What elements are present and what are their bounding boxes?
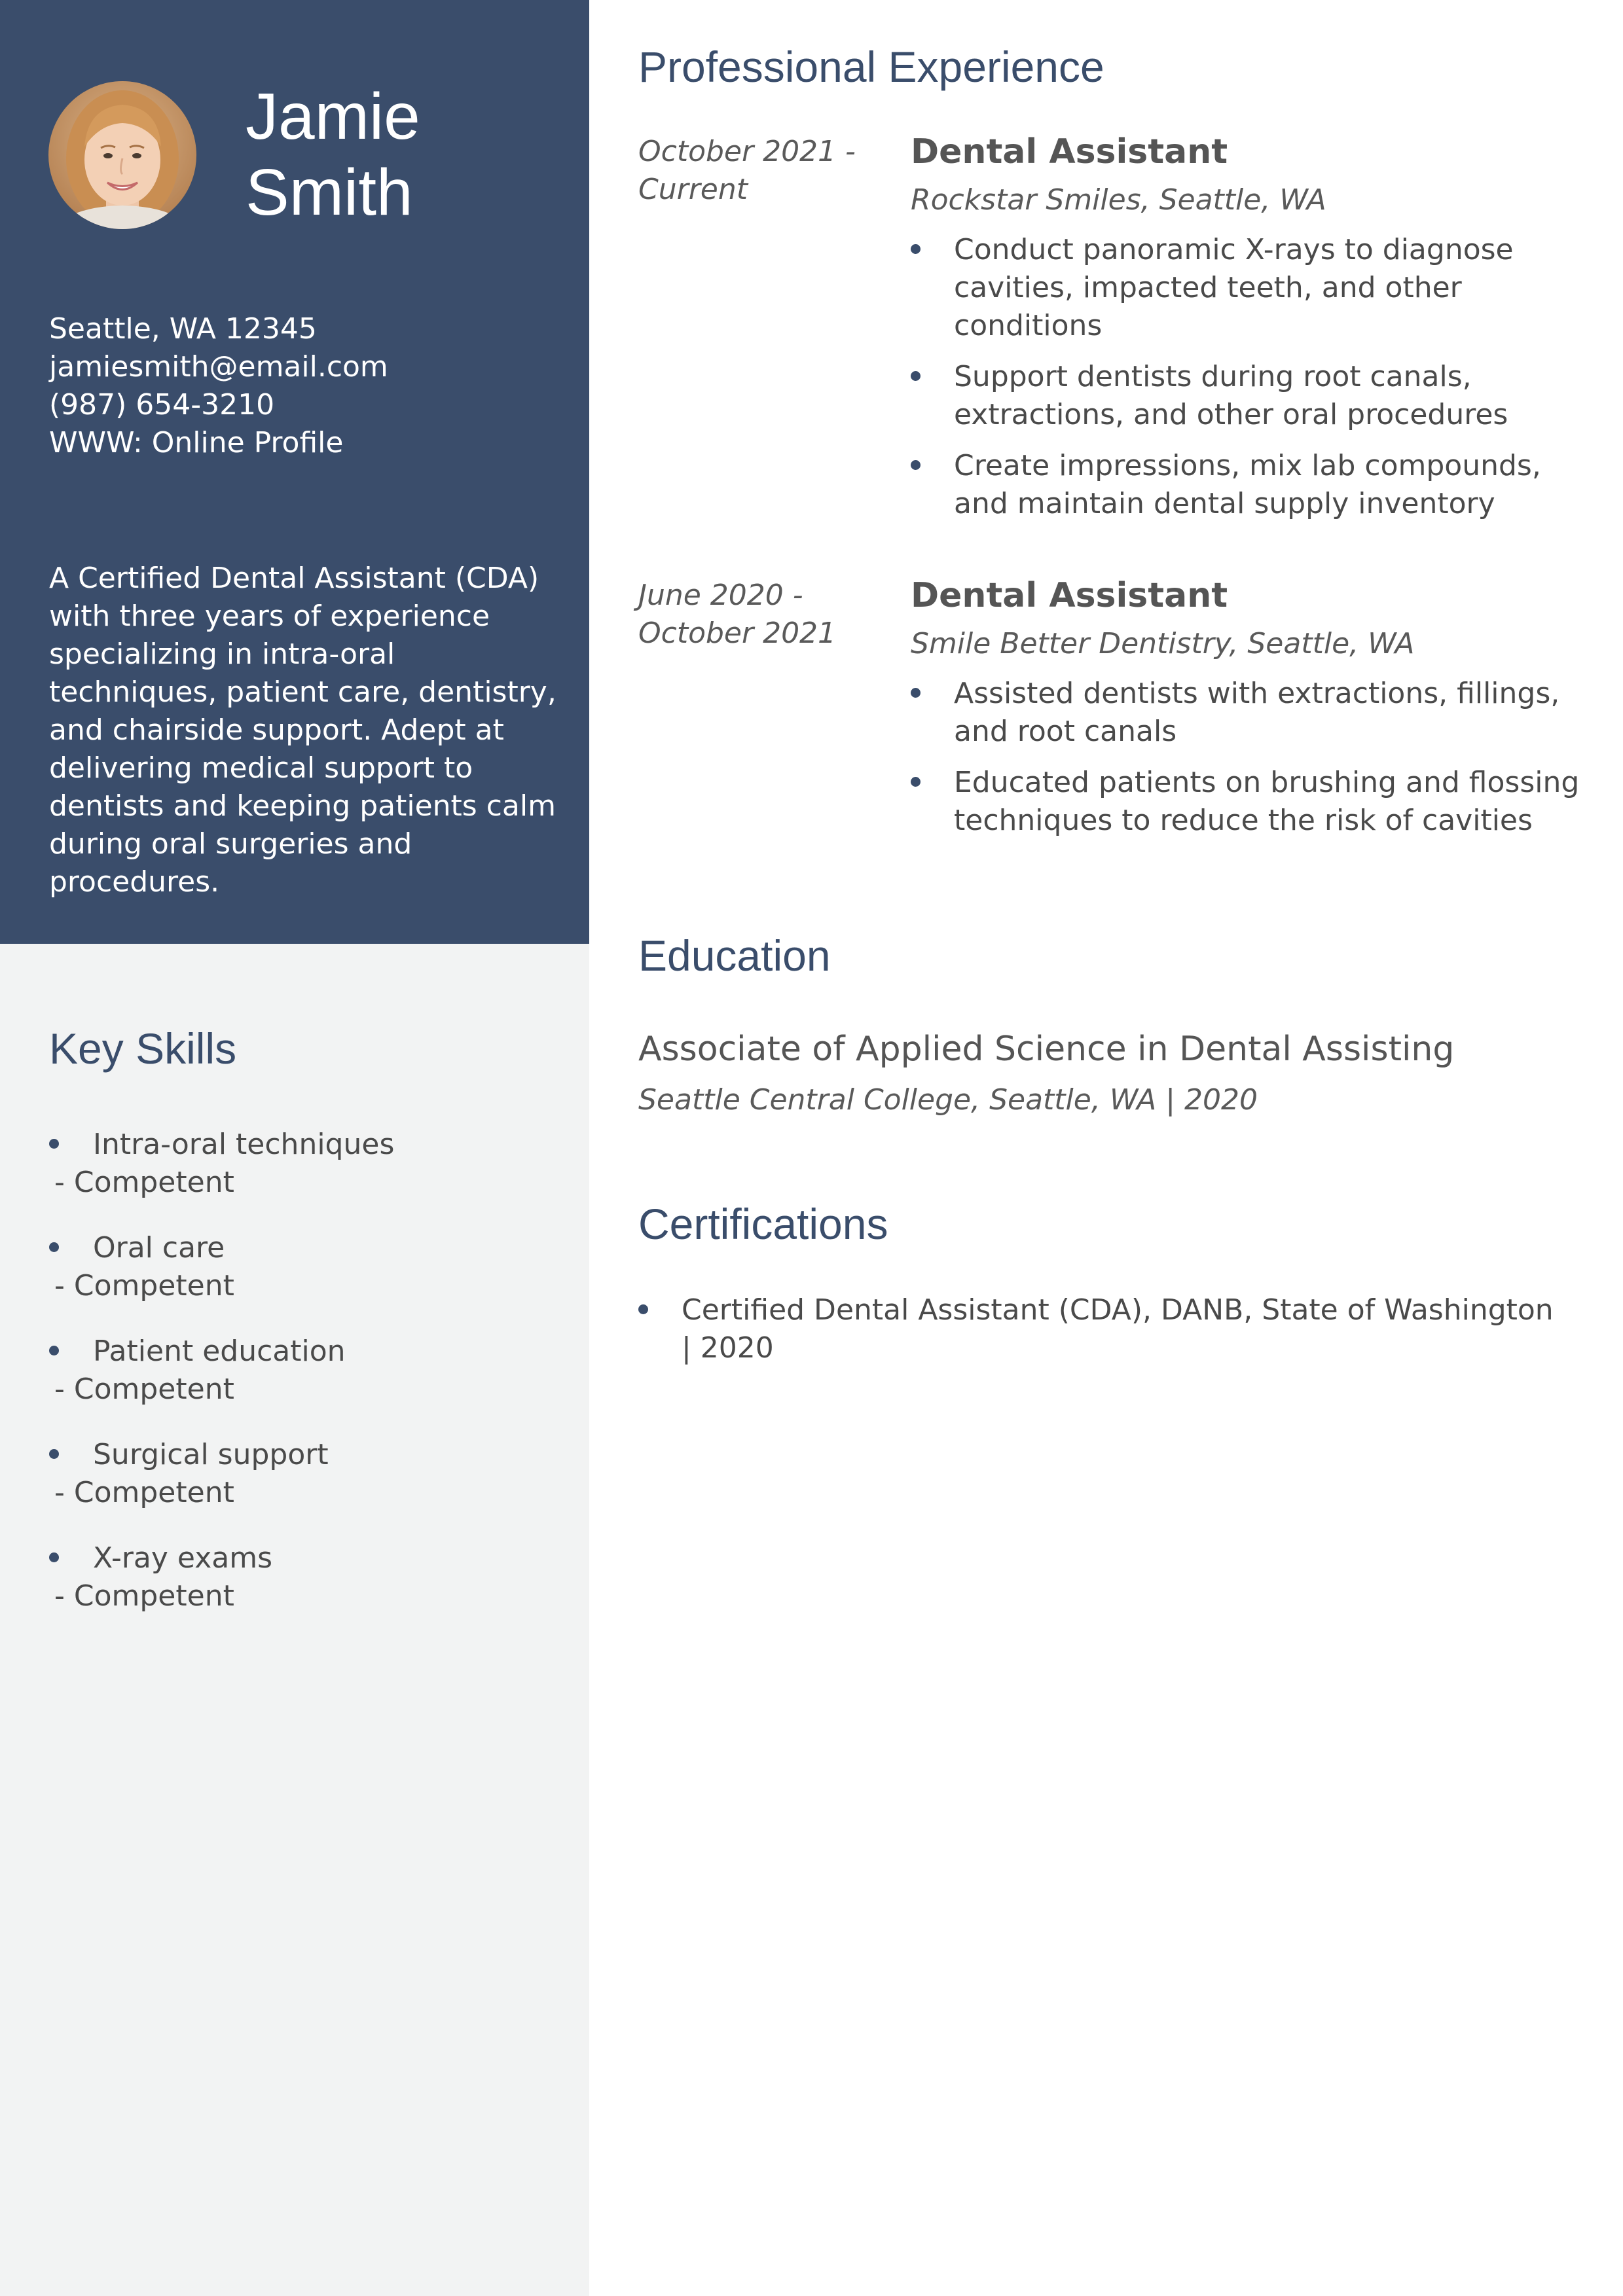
job-bullet-text: Support dentists during root canals, extractions, and other oral procedures: [954, 360, 1508, 431]
skill-item: [49, 1126, 566, 1229]
skill-name: X-ray exams: [93, 1541, 272, 1575]
bullet-icon: [49, 1242, 59, 1252]
job-date-end: Current: [638, 173, 748, 206]
certifications-heading: Certifications: [638, 1200, 888, 1248]
skill-name: Intra-oral techniques: [93, 1128, 395, 1161]
job-company: Rockstar Smiles, Seattle, WA: [911, 183, 1326, 217]
job-bullet: [911, 231, 1585, 345]
contact-phone: (987) 654-3210: [49, 388, 275, 422]
job-dates: [638, 577, 900, 653]
job-bullet-text: Assisted dentists with extractions, fillings, and root canals: [954, 677, 1560, 748]
profile-summary: A Certified Dental Assistant (CDA) with three years of experience specializing in intra-oral techniques, patient care, dentistry, and chairside support. Adept at delivering medical support to dentists and keeping patients calm during oral surgeries and procedures.: [49, 562, 556, 899]
skill-level: - Competent: [54, 1269, 234, 1302]
contact-info: [49, 310, 566, 462]
bullet-icon: [911, 244, 921, 254]
skills-list: [49, 1126, 566, 1643]
contact-email[interactable]: jamiesmith@email.com: [49, 350, 388, 384]
skill-level: - Competent: [54, 1579, 234, 1613]
skill-name: Oral care: [93, 1231, 225, 1265]
bullet-icon: [911, 460, 921, 470]
job-bullet: [911, 358, 1585, 434]
skill-item: [49, 1539, 566, 1643]
person-photo-icon: [48, 81, 196, 229]
certifications-list: [638, 1291, 1568, 1367]
certification-item: [638, 1291, 1568, 1367]
job-date-start: June 2020 -: [638, 579, 803, 612]
bullet-icon: [49, 1346, 59, 1355]
experience-heading: Professional Experience: [638, 43, 1104, 91]
job-bullet-text: Conduct panoramic X-rays to diagnose cavities, impacted teeth, and other conditions: [954, 233, 1514, 342]
skills-heading: Key Skills: [49, 1024, 237, 1073]
skill-name: Patient education: [93, 1335, 346, 1368]
skill-item: [49, 1229, 566, 1333]
job-content: [911, 577, 1585, 853]
bullet-icon: [49, 1449, 59, 1459]
candidate-name: [246, 79, 560, 230]
bullet-icon: [911, 371, 921, 381]
job-date-end: October 2021: [638, 617, 837, 650]
skill-item: [49, 1436, 566, 1539]
skill-name: Surgical support: [93, 1438, 329, 1471]
education-heading: Education: [638, 931, 831, 980]
education-degree: Associate of Applied Science in Dental Assisting: [638, 1030, 1455, 1069]
skill-level: - Competent: [54, 1372, 234, 1406]
job-dates: [638, 133, 900, 209]
contact-address: Seattle, WA 12345: [49, 312, 317, 346]
certification-text: Certified Dental Assistant (CDA), DANB, State of Washington | 2020: [682, 1293, 1554, 1365]
job-bullet-text: Educated patients on brushing and flossing techniques to reduce the risk of cavities: [954, 766, 1580, 837]
bullet-icon: [49, 1139, 59, 1149]
job-title: Dental Assistant: [911, 132, 1228, 171]
job-bullet: [911, 764, 1585, 840]
last-name: Smith: [246, 156, 413, 229]
job-bullet-text: Create impressions, mix lab compounds, and maintain dental supply inventory: [954, 449, 1541, 520]
bullet-icon: [911, 777, 921, 787]
skill-item: [49, 1333, 566, 1436]
first-name: Jamie: [246, 80, 420, 153]
bullet-icon: [638, 1304, 648, 1314]
bullet-icon: [911, 688, 921, 698]
job-bullet: [911, 675, 1585, 751]
education-school: Seattle Central College, Seattle, WA | 2020: [638, 1083, 1258, 1117]
job-bullets: [911, 675, 1585, 840]
job-title: Dental Assistant: [911, 576, 1228, 615]
job-company: Smile Better Dentistry, Seattle, WA: [911, 627, 1415, 660]
job-bullet: [911, 447, 1585, 523]
avatar: [48, 81, 196, 229]
bullet-icon: [49, 1552, 59, 1562]
job-date-start: October 2021 -: [638, 135, 856, 168]
skill-level: - Competent: [54, 1476, 234, 1509]
job-bullets: [911, 231, 1585, 523]
job-content: [911, 133, 1585, 536]
contact-website-link[interactable]: WWW: Online Profile: [49, 426, 344, 459]
skill-level: - Competent: [54, 1166, 234, 1199]
